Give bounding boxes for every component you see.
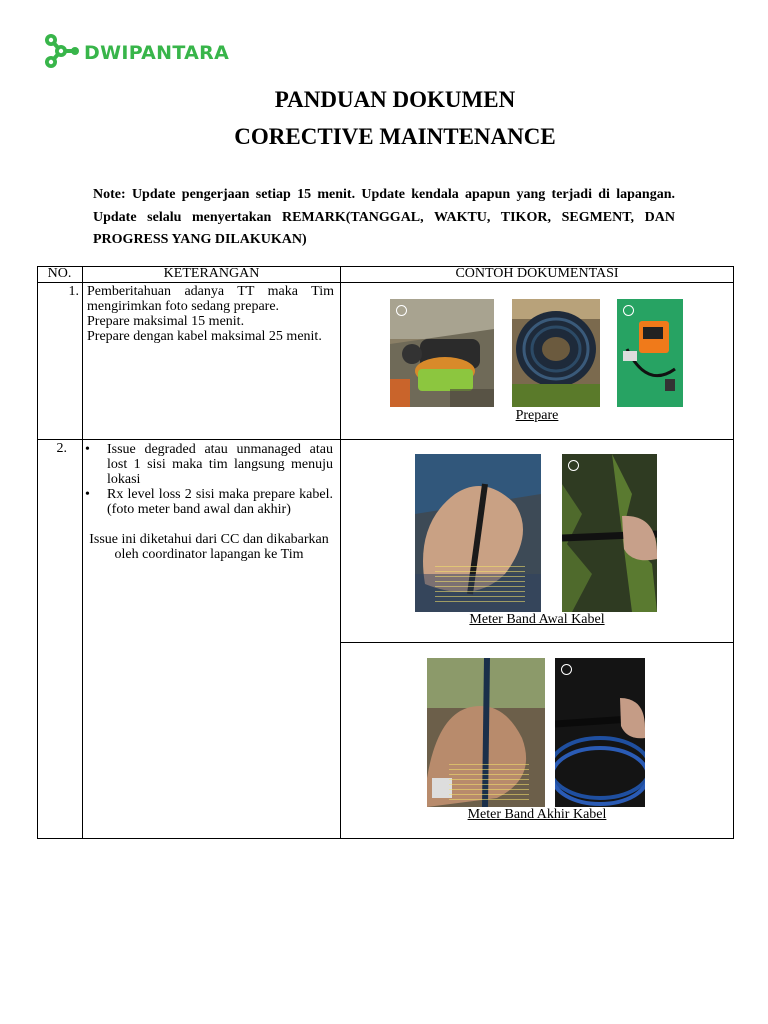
header-contoh-dokumentasi: CONTOH DOKUMENTASI <box>455 266 619 281</box>
prepare-photo-equipment <box>617 299 683 407</box>
info-icon <box>561 664 572 675</box>
info-icon <box>568 460 579 471</box>
bullet-icon: • <box>85 487 90 502</box>
row-1-line: Prepare dengan kabel maksimal 25 menit. <box>87 329 322 344</box>
table-border-left <box>37 266 38 839</box>
document-title: PANDUAN DOKUMEN <box>274 87 516 112</box>
header-keterangan: KETERANGAN <box>163 266 260 281</box>
caption-meter-band-akhir: Meter Band Akhir Kabel <box>467 807 607 822</box>
documentation-table <box>37 266 734 839</box>
meter-band-akhir-photo-hand <box>427 658 545 807</box>
row-2-note: Issue ini diketahui dari CC dan dikabarkan oleh coordinator lapangan ke Tim <box>89 532 329 562</box>
row-1-description <box>87 284 334 344</box>
note-paragraph: Note: Update pengerjaan setiap 15 menit. Update kendala apapun yang terjadi di lapangan. Update selalu menyertakan REMARK(TANGGAL, WAKTU, TIKOR, SEGMENT, DAN PROGRESS YANG DILAKUKAN) <box>93 187 675 247</box>
bullet-icon: • <box>85 442 90 457</box>
info-icon <box>623 305 634 316</box>
table-border-right <box>733 266 734 839</box>
row-1-text: Pemberitahuan adanya TT maka Tim mengirimkan foto sedang prepare. <box>87 284 334 314</box>
bullet-item <box>85 487 333 517</box>
info-icon <box>396 305 407 316</box>
dwipantara-logo-icon <box>42 32 82 70</box>
bullet-text: Rx level loss 2 sisi maka prepare kabel. (foto meter band awal dan akhir) <box>107 487 333 517</box>
bullet-text: Issue degraded atau unmanaged atau lost 1 sisi maka tim langsung menuju lokasi <box>107 442 333 487</box>
header-no: NO. <box>47 266 72 281</box>
caption-meter-band-awal: Meter Band Awal Kabel <box>469 612 605 627</box>
row-number: 1. <box>68 284 79 299</box>
caption-prepare: Prepare <box>515 408 559 423</box>
prepare-photo-motorbike <box>390 299 494 407</box>
meter-band-akhir-photo-cable <box>555 658 645 807</box>
row-1-line: Prepare maksimal 15 menit. <box>87 314 245 329</box>
row-divider <box>37 282 734 283</box>
row-divider <box>37 439 734 440</box>
logo-wordmark: DWIPANTARA <box>84 42 230 64</box>
photo-timestamp-overlay <box>449 764 529 802</box>
table-border-bottom <box>37 838 734 839</box>
photo-timestamp-overlay <box>435 566 525 606</box>
row-2-description <box>85 442 333 562</box>
column-divider <box>82 266 83 839</box>
bullet-item <box>85 442 333 487</box>
document-subtitle: CORECTIVE MAINTENANCE <box>234 124 556 149</box>
column-divider <box>340 266 341 839</box>
prepare-photo-cable-drum <box>512 299 600 407</box>
company-logo <box>42 32 242 70</box>
row-divider <box>340 642 734 643</box>
meter-band-awal-photo-cable <box>562 454 657 612</box>
meter-band-awal-photo-hand <box>415 454 541 612</box>
row-number: 2. <box>56 441 67 456</box>
